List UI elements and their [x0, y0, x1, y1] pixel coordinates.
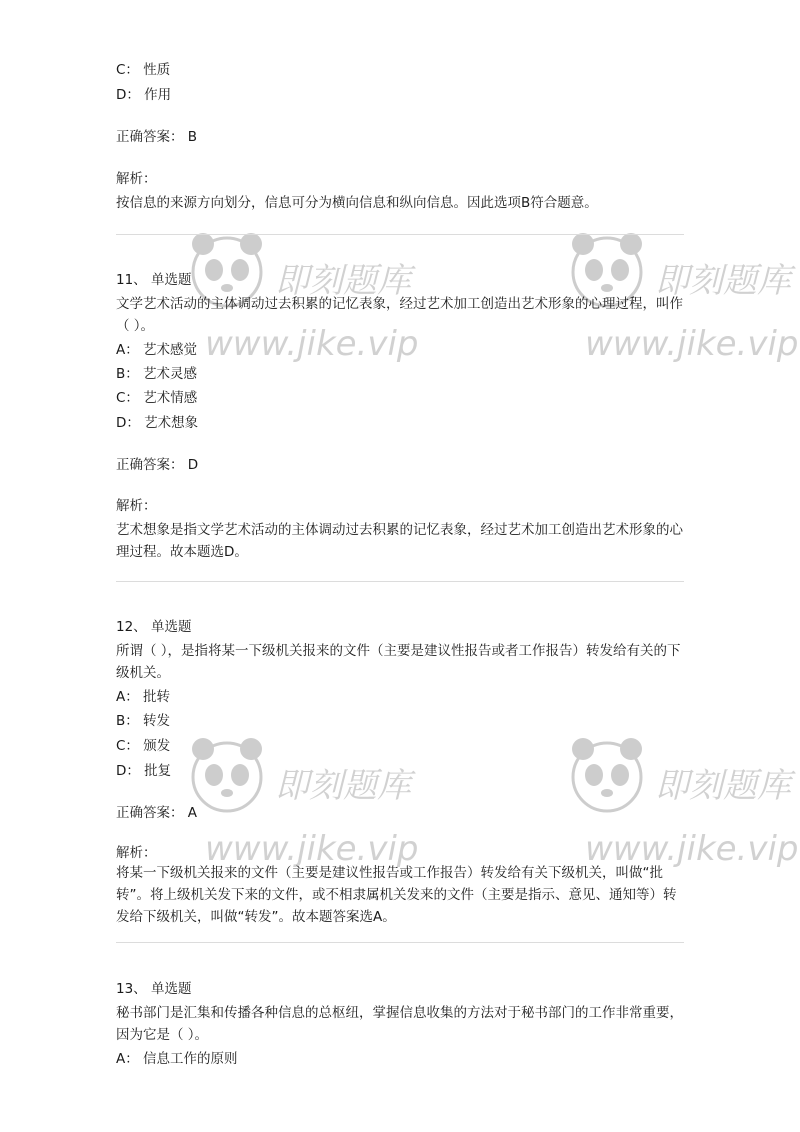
- option-d: D： 艺术想象: [116, 415, 199, 431]
- option-a: A： 信息工作的原则: [116, 1051, 238, 1067]
- correct-answer: 正确答案： D: [116, 457, 199, 473]
- question-header: 11、 单选题: [116, 272, 192, 288]
- svg-text:www.jike.vip: www.jike.vip: [585, 324, 799, 364]
- divider: [116, 581, 684, 582]
- option-c: C： 颁发: [116, 738, 171, 754]
- option-a: A： 批转: [116, 689, 171, 705]
- option-c: C： 艺术情感: [116, 390, 198, 406]
- analysis-text: 按信息的来源方向划分，信息可分为横向信息和纵向信息。因此选项B符合题意。: [116, 195, 598, 211]
- analysis-text: 将某一下级机关报来的文件（主要是建议性报告或工作报告）转发给有关下级机关，叫做“批转”。将上级机关发下来的文件，或不相隶属机关发来的文件（主要是指示、意见、通知等）转发给下级机关，叫做“转发”。故本题答案选A。: [116, 865, 677, 925]
- analysis-text: 艺术想象是指文学艺术活动的主体调动过去积累的记忆表象，经过艺术加工创造出艺术形象的心理过程。故本题选D。: [116, 522, 683, 560]
- watermark-brand: 即刻题库: [275, 261, 411, 301]
- analysis-label: 解析：: [116, 171, 157, 187]
- option-d: D： 批复: [116, 763, 172, 779]
- question-header: 13、 单选题: [116, 981, 192, 997]
- option-b: B： 转发: [116, 713, 171, 729]
- svg-text:www.jike.vip: www.jike.vip: [205, 829, 419, 869]
- question-stem: 文学艺术活动的主体调动过去积累的记忆表象，经过艺术加工创造出艺术形象的心理过程，叫作（ ）。: [116, 296, 683, 334]
- watermark-url: www.jike.vip: [205, 324, 419, 364]
- svg-text:www.jike.vip: www.jike.vip: [585, 829, 799, 869]
- option-b: B： 艺术灵感: [116, 366, 198, 382]
- question-stem: 秘书部门是汇集和传播各种信息的总枢纽，掌握信息收集的方法对于秘书部门的工作非常重要，因为它是（ ）。: [116, 1005, 683, 1043]
- analysis-label: 解析：: [116, 498, 157, 514]
- svg-text:即刻题库: 即刻题库: [655, 261, 791, 301]
- divider: [116, 942, 684, 943]
- svg-text:即刻题库: 即刻题库: [275, 766, 411, 806]
- option-a: A： 艺术感觉: [116, 342, 198, 358]
- analysis-label: 解析：: [116, 845, 157, 861]
- divider: [116, 234, 684, 235]
- correct-answer: 正确答案： A: [116, 805, 198, 821]
- svg-text:即刻题库: 即刻题库: [655, 766, 791, 806]
- question-header: 12、 单选题: [116, 619, 192, 635]
- correct-answer: 正确答案： B: [116, 129, 198, 145]
- option-d: D： 作用: [116, 87, 172, 103]
- option-c: C： 性质: [116, 62, 171, 78]
- question-stem: 所谓（ ），是指将某一下级机关报来的文件（主要是建议性报告或者工作报告）转发给有关的下级机关。: [116, 643, 681, 681]
